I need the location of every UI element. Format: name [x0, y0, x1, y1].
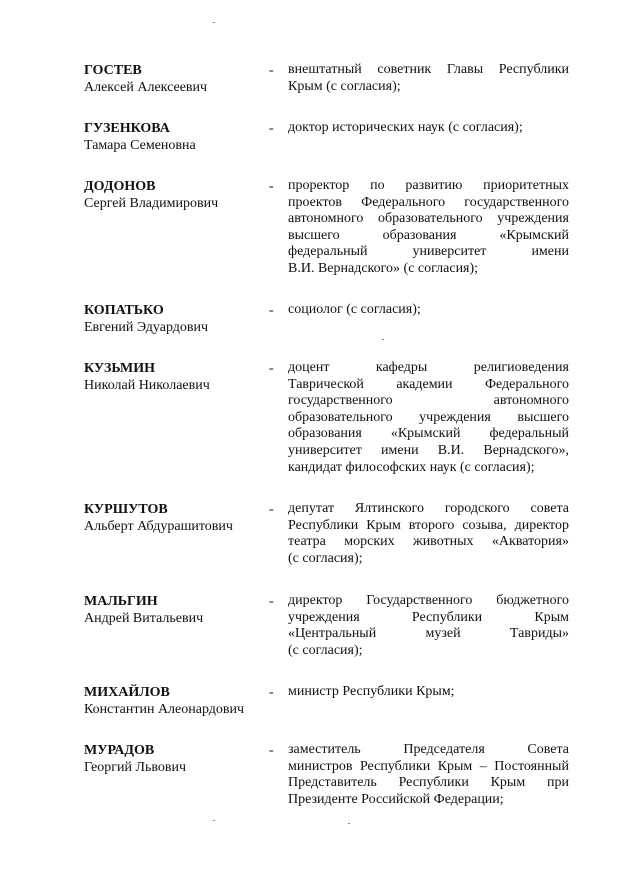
- description-line: (с согласия);: [288, 642, 363, 658]
- member-surname: ДОДОНОВ: [84, 179, 156, 194]
- member-given-names: Георгий Львович: [84, 760, 187, 775]
- member-given-names: Андрей Витальевич: [84, 611, 204, 626]
- description-line: Президенте Российской Федерации;: [288, 791, 504, 807]
- description-line: федеральный университет имени: [288, 244, 569, 260]
- description-line: доктор исторических наук (с согласия);: [288, 120, 523, 135]
- member-given-names: Сергей Владимирович: [84, 196, 219, 211]
- member-surname: ГОСТЕВ: [84, 63, 142, 78]
- description-line: проректор по развитию приоритетных: [288, 178, 569, 193]
- member-surname: МУРАДОВ: [84, 743, 155, 758]
- description-line: В.И. Вернадского» (с согласия);: [288, 260, 479, 276]
- member-position-description: [288, 120, 569, 137]
- member-given-names: Алексей Алексеевич: [84, 80, 208, 95]
- description-line: автономного образовательного учреждения: [288, 211, 569, 227]
- member-given-names: Тамара Семеновна: [84, 138, 196, 153]
- member-position-description: [288, 684, 569, 701]
- description-line: социолог (с согласия);: [288, 302, 421, 317]
- separator-dash: -: [269, 179, 274, 194]
- description-line: учреждения Республики Крым: [288, 609, 569, 625]
- scan-speck: [213, 820, 215, 821]
- description-line: Таврической академии Федерального: [288, 376, 569, 392]
- separator-dash: -: [269, 502, 274, 517]
- member-position-description: [288, 360, 569, 476]
- description-line: Представитель Республики Крым при: [288, 775, 569, 791]
- separator-dash: -: [269, 303, 274, 318]
- member-given-names: Евгений Эдуардович: [84, 320, 209, 335]
- member-surname: КОПАТЬКО: [84, 303, 164, 318]
- scan-speck: [382, 339, 384, 340]
- description-line: образования «Крымский федеральный: [288, 426, 569, 442]
- description-line: депутат Ялтинского городского совета: [288, 501, 569, 516]
- description-line: проектов Федерального государственного: [288, 194, 569, 210]
- separator-dash: -: [269, 743, 274, 758]
- separator-dash: -: [269, 63, 274, 78]
- member-surname: МИХАЙЛОВ: [84, 685, 170, 700]
- member-position-description: [288, 62, 569, 95]
- description-line: театра морских животных «Акватория»: [288, 534, 569, 550]
- description-line: заместитель Председателя Совета: [288, 742, 569, 757]
- scan-speck: [213, 22, 215, 23]
- description-line: доцент кафедры религиоведения: [288, 360, 569, 375]
- member-surname: ГУЗЕНКОВА: [84, 121, 170, 136]
- description-line: государственного автономного: [288, 393, 569, 409]
- description-line: высшего образования «Крымский: [288, 227, 569, 243]
- description-line: Республики Крым второго созыва, директор: [288, 517, 569, 533]
- member-surname: МАЛЬГИН: [84, 594, 158, 609]
- description-line: университет имени В.И. Вернадского»,: [288, 442, 569, 458]
- description-line: образовательного учреждения высшего: [288, 409, 569, 425]
- description-line: кандидат философских наук (с согласия);: [288, 459, 535, 475]
- description-line: министр Республики Крым;: [288, 684, 455, 699]
- description-line: (с согласия);: [288, 550, 363, 566]
- description-line: Крым (с согласия);: [288, 78, 401, 94]
- separator-dash: -: [269, 594, 274, 609]
- separator-dash: -: [269, 121, 274, 136]
- separator-dash: -: [269, 685, 274, 700]
- description-line: «Центральный музей Тавриды»: [288, 626, 569, 642]
- member-surname: КУЗЬМИН: [84, 361, 156, 376]
- member-given-names: Альберт Абдурашитович: [84, 519, 233, 534]
- member-position-description: [288, 302, 569, 319]
- description-line: министров Республики Крым – Постоянный: [288, 758, 569, 774]
- scan-speck: [348, 823, 350, 824]
- description-line: директор Государственного бюджетного: [288, 593, 569, 608]
- member-given-names: Константин Алеонардович: [84, 702, 245, 717]
- member-position-description: [288, 501, 569, 567]
- member-surname: КУРШУТОВ: [84, 502, 168, 517]
- separator-dash: -: [269, 361, 274, 376]
- member-given-names: Николай Николаевич: [84, 378, 210, 393]
- member-position-description: [288, 593, 569, 659]
- member-position-description: [288, 742, 569, 808]
- description-line: внештатный советник Главы Республики: [288, 62, 569, 77]
- member-position-description: [288, 178, 569, 278]
